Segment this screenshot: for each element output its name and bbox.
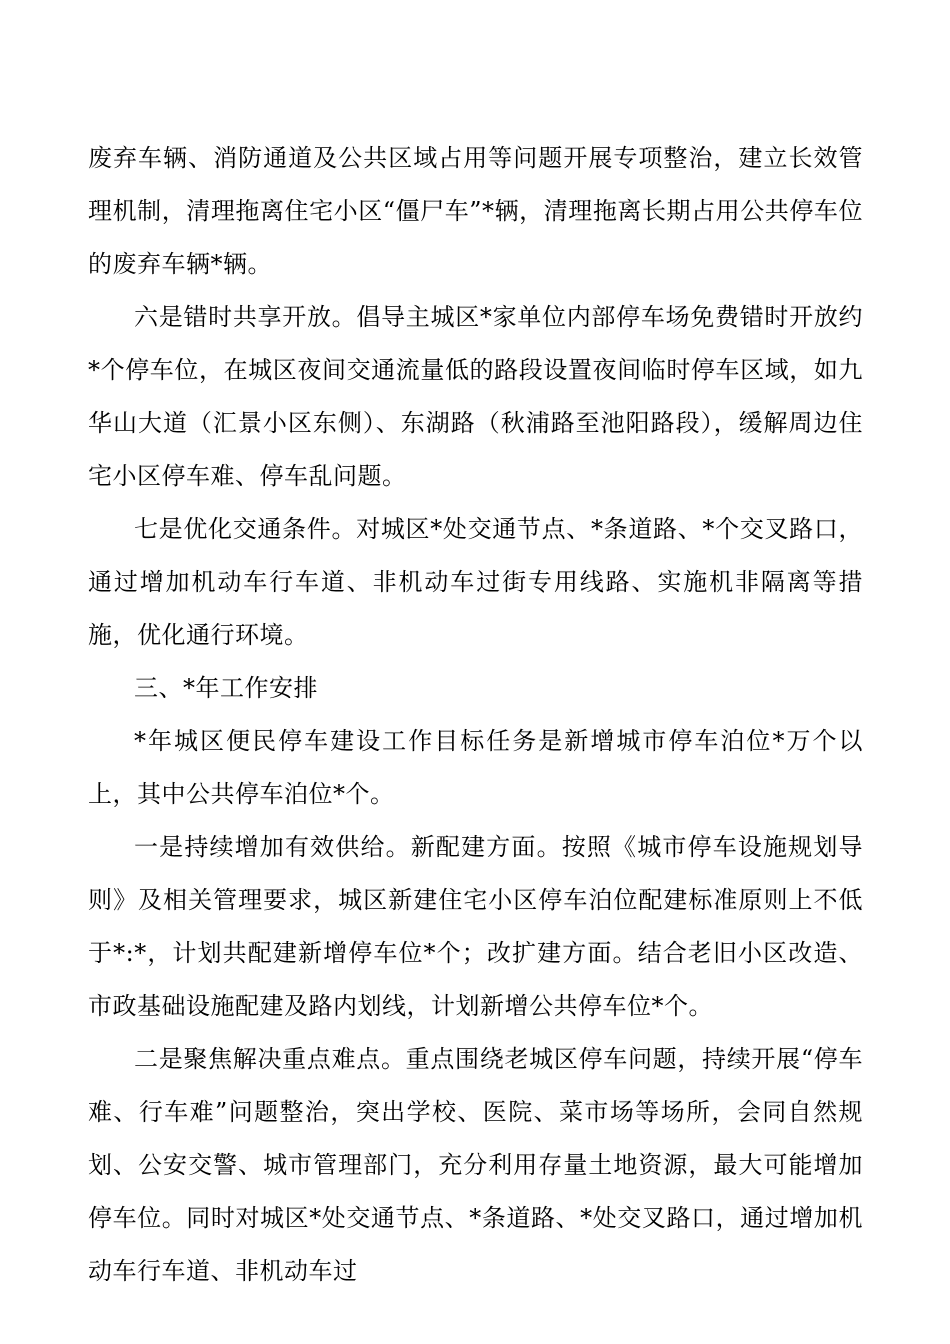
paragraph-increase-supply: 一是持续增加有效供给。新配建方面。按照《城市停车设施规划导则》及相关管理要求，城区新建住宅小区停车泊位配建标准原则上不低于*:*，计划共配建新增停车位*个；改扩建方面。结合老旧小区改造、市政基础设施配建及路内划线，计划新增公共停车位*个。 — [88, 833, 863, 1020]
paragraph-traffic-conditions: 七是优化交通条件。对城区*处交通节点、*条道路、*个交叉路口，通过增加机动车行车道、非机动车过街专用线路、实施机非隔离等措施，优化通行环境。 — [88, 515, 863, 649]
paragraph-key-difficulties: 二是聚焦解决重点难点。重点围绕老城区停车问题，持续开展“停车难、行车难”问题整治，突出学校、医院、菜市场等场所，会同自然规划、公安交警、城市管理部门，充分利用存量土地资源，最大可能增加停车位。同时对城区*处交通节点、*条道路、*处交叉路口，通过增加机动车行车道、非机动车过 — [88, 1045, 863, 1285]
document-body — [88, 132, 863, 1298]
paragraph-abandoned-vehicles: 废弃车辆、消防通道及公共区域占用等问题开展专项整治，建立长效管理机制，清理拖离住宅小区“僵尸车”*辆，清理拖离长期占用公共停车位的废弃车辆*辆。 — [88, 144, 863, 278]
section-heading-work-plan: 三、*年工作安排 — [134, 674, 318, 702]
paragraph-annual-target: *年城区便民停车建设工作目标任务是新增城市停车泊位*万个以上，其中公共停车泊位*个。 — [88, 727, 863, 808]
paragraph-staggered-sharing: 六是错时共享开放。倡导主城区*家单位内部停车场免费错时开放约*个停车位，在城区夜间交通流量低的路段设置夜间临时停车区域，如九华山大道（汇景小区东侧）、东湖路（秋浦路至池阳路段），缓解周边住宅小区停车难、停车乱问题。 — [88, 303, 863, 490]
